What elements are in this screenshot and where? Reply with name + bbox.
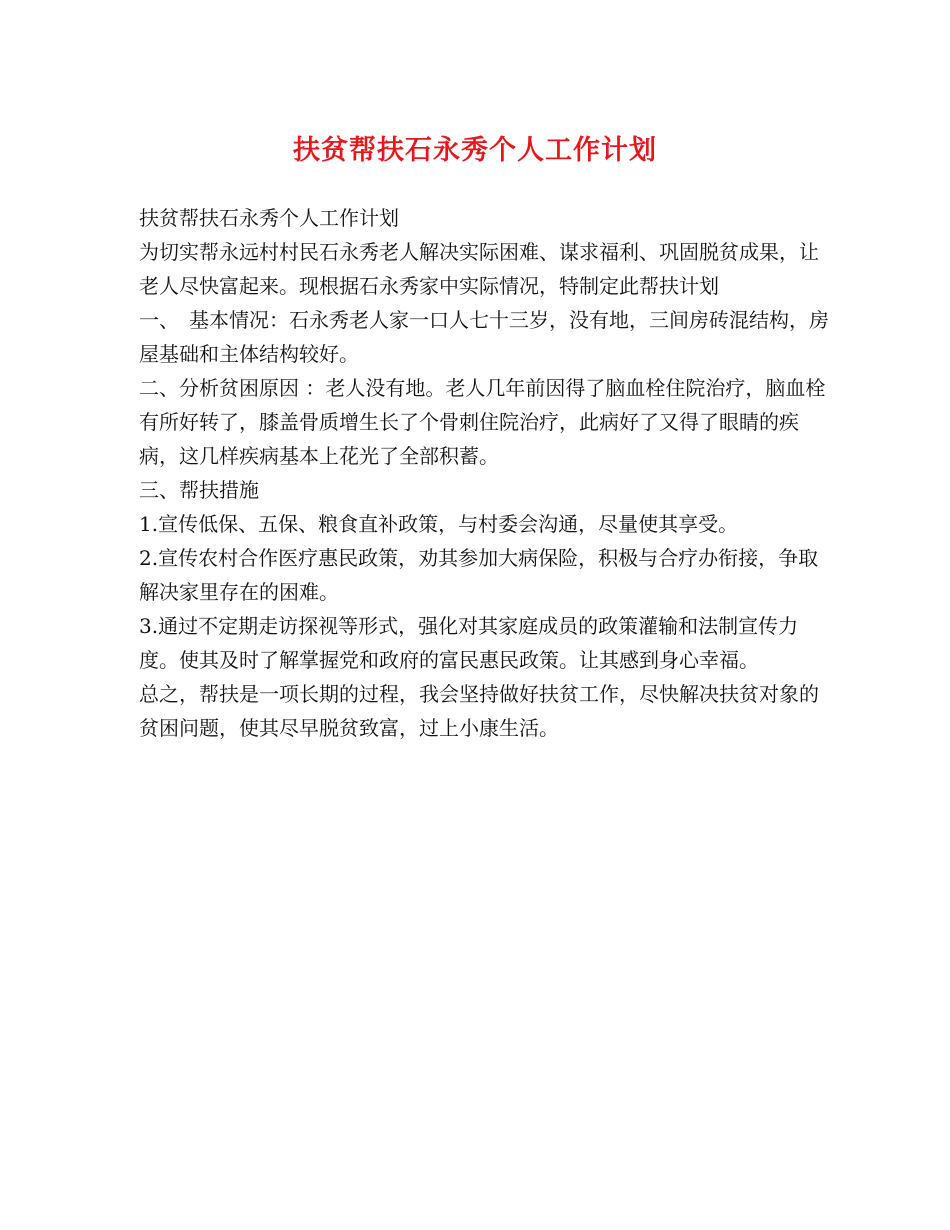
document-body bbox=[139, 201, 829, 745]
intro-paragraph: 为切实帮永远村村民石永秀老人解决实际困难、谋求福利、巩固脱贫成果，让老人尽快富起来。现根据石永秀家中实际情况，特制定此帮扶计划 bbox=[139, 240, 819, 298]
body-heading: 扶贫帮扶石永秀个人工作计划 bbox=[139, 206, 399, 230]
poverty-cause-paragraph: 二、分析贫困原因 ：老人没有地。老人几年前因得了脑血栓住院治疗，脑血栓有所好转了，膝盖骨质增生长了个骨刺住院治疗，此病好了又得了眼睛的疾病，这几样疾病基本上花光了全部积蓄。 bbox=[139, 376, 826, 468]
basic-situation-paragraph: 一、 基本情况：石永秀老人家一口人七十三岁，没有地，三间房砖混结构，房屋基础和主体结构较好。 bbox=[139, 308, 829, 366]
measure-item-1: 1.宣传低保、五保、粮食直补政策，与村委会沟通，尽量使其享受。 bbox=[139, 512, 739, 536]
measures-heading: 三、帮扶措施 bbox=[139, 478, 259, 502]
conclusion-paragraph: 总之，帮扶是一项长期的过程，我会坚持做好扶贫工作，尽快解决扶贫对象的贫困问题，使其尽早脱贫致富，过上小康生活。 bbox=[139, 682, 819, 740]
measure-item-2: 2.宣传农村合作医疗惠民政策，劝其参加大病保险，积极与合疗办衔接，争取解决家里存在的困难。 bbox=[139, 546, 819, 604]
measure-item-3: 3.通过不定期走访探视等形式，强化对其家庭成员的政策灌输和法制宣传力度。使其及时了解掌握党和政府的富民惠民政策。让其感到身心幸福。 bbox=[139, 614, 799, 672]
document-title: 扶贫帮扶石永秀个人工作计划 bbox=[293, 135, 657, 166]
